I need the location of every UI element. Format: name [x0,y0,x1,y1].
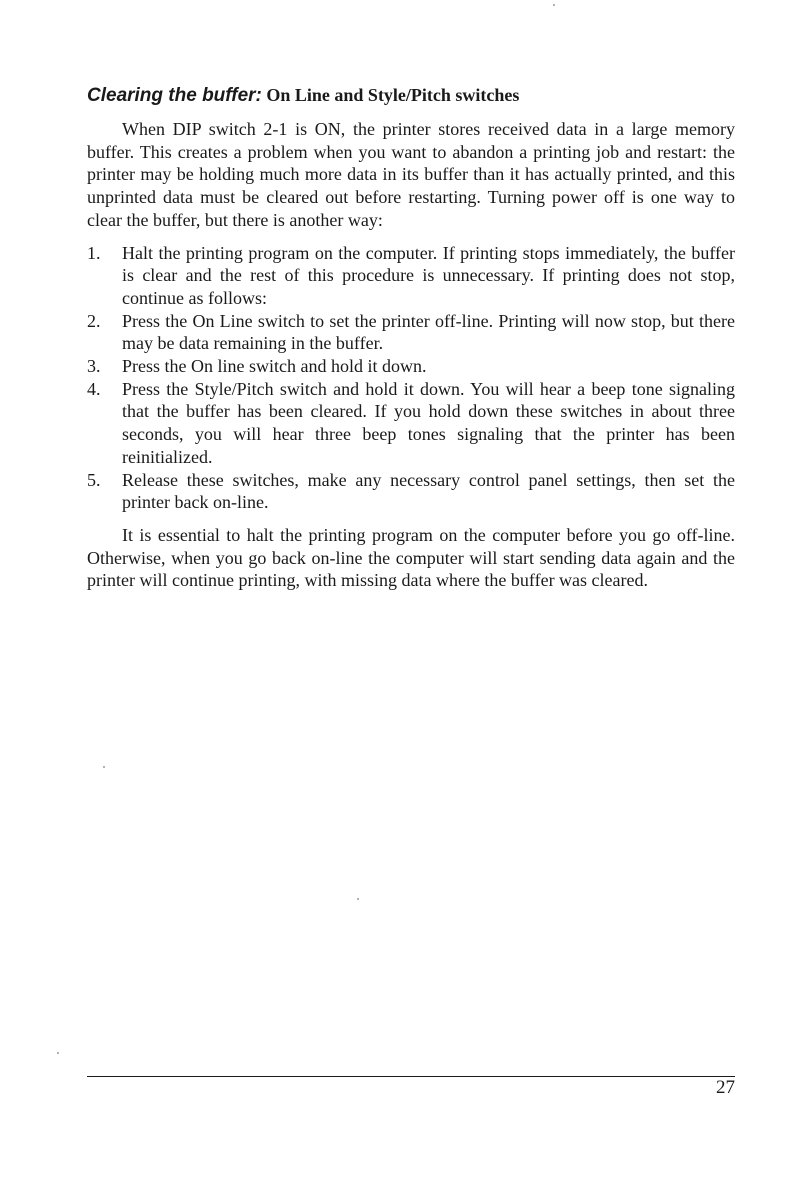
section-heading [87,80,735,111]
step-text: Press the On Line switch to set the printer off-line. Printing will now stop, but there may be data remaining in the buffer. [122,310,735,354]
list-item [87,355,735,378]
list-item [87,469,735,514]
step-text: Press the On line switch and hold it down. [122,356,427,377]
steps-list [87,242,735,514]
footer-rule [87,1076,735,1077]
heading-title: Clearing the buffer: [87,85,262,106]
scan-speck [57,1052,59,1054]
step-text: Press the Style/Pitch switch and hold it down. You will hear a beep tone signaling that the buffer has been cleared. If you hold down these switches in about three seconds, you will hear three beep tones signaling that the printer has been reinitialized. [122,378,735,467]
step-number: 3. [87,356,101,377]
page-number: 27 [716,1077,735,1098]
page-content [87,80,735,592]
list-item [87,310,735,355]
step-text: Halt the printing program on the computer. If printing stops immediately, the buffer is clear and the rest of this procedure is unnecessary. If printing does not stop, continue as follows: [122,242,735,308]
closing-paragraph: It is essential to halt the printing program on the computer before you go off-line. Otherwise, when you go back on-line the computer will start sending data again and the printer will continue printing, with missing data where the buffer was cleared. [87,524,735,591]
step-number: 5. [87,469,101,490]
step-number: 2. [87,310,101,331]
heading-subtitle: On Line and Style/Pitch switches [266,85,520,105]
step-text: Release these switches, make any necessary control panel settings, then set the printer back on-line. [122,469,735,513]
scan-speck [357,898,359,900]
step-number: 4. [87,378,101,399]
scan-speck [553,4,555,6]
list-item [87,378,735,469]
list-item [87,242,735,310]
scan-speck [103,766,105,768]
step-number: 1. [87,242,101,263]
intro-paragraph: When DIP switch 2-1 is ON, the printer stores received data in a large memory buffer. This creates a problem when you want to abandon a printing job and restart: the printer may be holding much more data in its buffer than it has actually printed, and this unprinted data must be cleared out before restarting. Turning power off is one way to clear the buffer, but there is another way: [87,119,735,230]
